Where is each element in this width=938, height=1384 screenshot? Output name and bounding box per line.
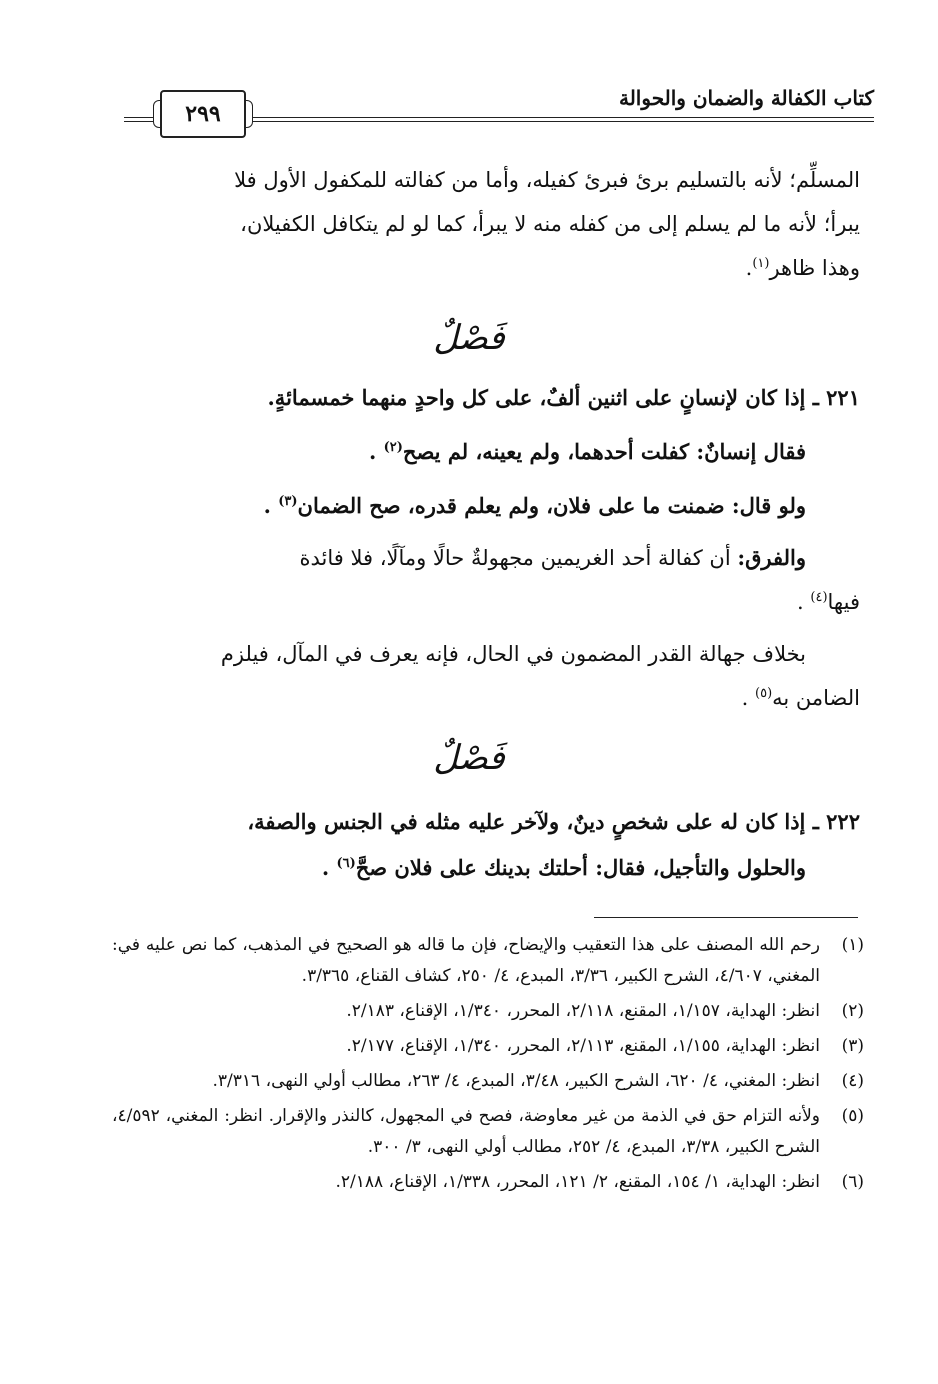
footnote-number: (٦)	[841, 1172, 864, 1192]
footnote-ref: (٤)	[810, 590, 828, 605]
item-line: والحلول والتأجيل، فقال: أحلتك بدينك على فلان صحَّ$^{(٦)}$ .	[321, 855, 806, 880]
intro-line-end: .	[745, 256, 753, 280]
item-221-line-2	[112, 430, 806, 474]
contrast-paragraph	[112, 632, 860, 720]
section-heading: فَصْلٌ	[433, 318, 505, 358]
footnote-text: انظر: الهداية، ١/ ١٥٤، المقنع، ٢/ ١٢١، المحرر، ١/٣٣٨، الإقناع، ٢/١٨٨.	[335, 1172, 820, 1192]
footnote-separator	[594, 917, 858, 918]
footnote-number: (٤)	[841, 1071, 864, 1091]
intro-line: المسلِّم؛ لأنه بالتسليم برئ فبرئ كفيله، وأما من كفالته للمكفول الأول فلا	[234, 168, 860, 192]
footnote-text: انظر: الهداية، ١/١٥٧، المقنع، ٢/١١٨، المحرر، ١/٣٤٠، الإقناع، ٢/١٨٣.	[346, 1001, 820, 1021]
difference-text: أن كفالة أحد الغريمين مجهولةٌ حالًا ومآلًا، فلا فائدة	[299, 546, 731, 570]
difference-paragraph	[112, 536, 860, 624]
item-222	[112, 800, 860, 844]
item-221-line-3	[112, 484, 806, 528]
footnote	[112, 1066, 864, 1097]
item-text: ٢٢١ ـ إذا كان لإنسانٍ على اثنين ألفٌ، على كل واحدٍ منهما خمسمائةٍ.	[267, 385, 860, 410]
item-text: ولو قال: ضمنت ما على فلان، ولم يعلم قدره، صح الضمان	[297, 493, 806, 518]
difference-text: فيها	[827, 590, 860, 614]
footnote	[112, 1031, 864, 1062]
footnote-number: (٣)	[841, 1036, 864, 1056]
intro-line: يبرأ؛ لأنه ما لم يسلم إلى من كفله منه لا يبرأ، كما لو لم يتكافل الكفيلان،	[240, 212, 860, 236]
footnote	[112, 1167, 864, 1198]
footnote-ref: (٣)	[278, 494, 298, 509]
footnote-text: رحم الله المصنف على هذا التعقيب والإيضاح، فإن ما قاله هو الصحيح في المذهب، كما نص عليه في: المغني، ٤/٦٠٧، الشرح الكبير، ٣/٣٦، المبدع، ٤/ ٢٥٠، كشاف القناع، ٣/٣٦٥.	[112, 935, 820, 986]
running-title: كتاب الكفالة والضمان والحوالة	[618, 86, 874, 110]
item-221-line-1	[112, 376, 860, 420]
footnote-text: ولأنه التزام حق في الذمة من غير معاوضة، فصح في المجهول، كالنذر والإقرار. انظر: المغني، ٤/٥٩٢، الشرح الكبير، ٣/٣٨، المبدع، ٤/ ٢٥٢، مطالب أولي النهى، ٣/ ٣٠٠.	[112, 1106, 820, 1157]
item-222-line-2	[112, 846, 806, 890]
item-text: ٢٢٢ ـ إذا كان له على شخصٍ دينٌ، ولآخر عليه مثله في الجنس والصفة،	[247, 809, 860, 834]
footnote	[112, 930, 864, 992]
footnote-ref: (٦)	[336, 856, 356, 871]
intro-paragraph	[112, 158, 860, 290]
item-text: فقال إنسانٌ: كفلت أحدهما، ولم يعينه، لم يصح	[402, 439, 806, 464]
footnote-ref: (٢)	[383, 440, 403, 455]
footnotes	[112, 930, 864, 1202]
footnote-ref: (٥)	[755, 686, 773, 701]
footnote-text: انظر: الهداية، ١/١٥٥، المقنع، ٢/١١٣، المحرر، ١/٣٤٠، الإقناع، ٢/١٧٧.	[346, 1036, 820, 1056]
page-number: ٢٩٩	[185, 101, 221, 127]
page-header	[124, 84, 874, 140]
page-number-frame	[160, 90, 246, 138]
footnote	[112, 996, 864, 1027]
item-line: فقال إنسانٌ: كفلت أحدهما، ولم يعينه، لم يصح$^{(٢)}$ .	[368, 439, 806, 464]
difference-line: فيها$^{(٤)}$ .	[797, 590, 860, 614]
footnote	[112, 1101, 864, 1163]
intro-line-last	[112, 246, 860, 290]
footnote-number: (١)	[841, 935, 864, 955]
contrast-line: الضامن به$^{(٥)}$ .	[741, 686, 860, 710]
footnote-ref: (١)	[752, 256, 770, 271]
footnote-number: (٢)	[841, 1001, 864, 1021]
section-heading: فَصْلٌ	[433, 738, 505, 778]
contrast-line: بخلاف جهالة القدر المضمون في الحال، فإنه يعرف في المآل، فيلزم	[220, 642, 806, 666]
footnote-number: (٥)	[841, 1106, 864, 1126]
difference-line	[112, 536, 860, 580]
contrast-text: الضامن به	[772, 686, 860, 710]
item-line: ولو قال: ضمنت ما على فلان، ولم يعلم قدره، صح الضمان$^{(٣)}$ .	[263, 493, 806, 518]
footnote-text: انظر: المغني، ٤/ ٦٢٠، الشرح الكبير، ٣/٤٨، المبدع، ٤/ ٢٦٣، مطالب أولي النهى، ٣/٣١٦.	[212, 1071, 820, 1091]
item-text: والحلول والتأجيل، فقال: أحلتك بدينك على فلان صحَّ	[355, 855, 806, 880]
intro-line-text: وهذا ظاهر	[769, 256, 860, 280]
difference-label: والفرق:	[737, 545, 806, 570]
